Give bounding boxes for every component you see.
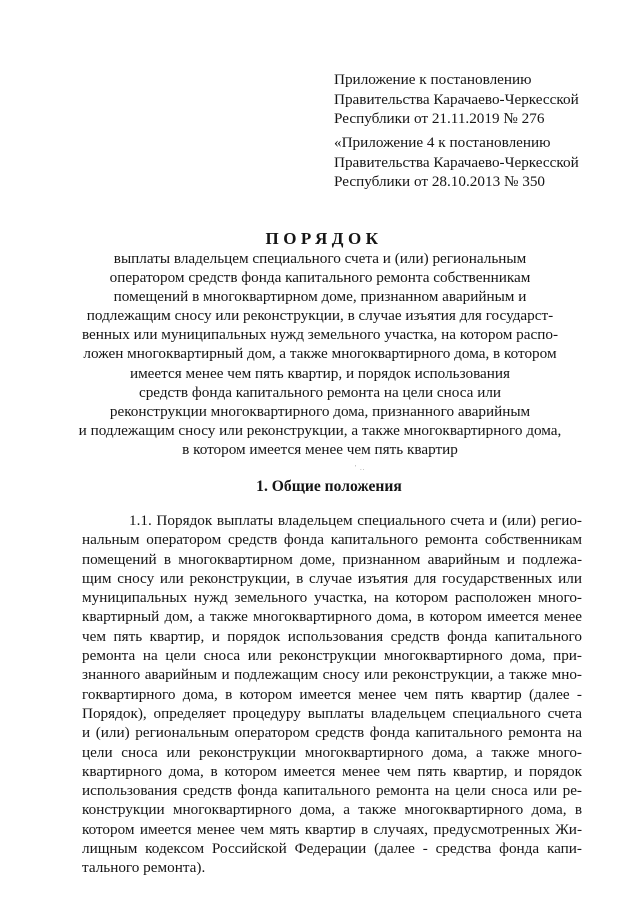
document-title: ПОРЯДОК — [265, 229, 383, 248]
paragraph-line: ремонта на цели сноса или реконструкции многоквартирного дома, при- — [82, 647, 582, 665]
paragraph-line: помещений в многоквартирном доме, признанном аварийным и подлежа- — [82, 550, 582, 568]
paragraph-line: нальным оператором средств фонда капитального ремонта собственникам — [82, 531, 582, 549]
appendix-line: «Приложение 4 к постановлению — [334, 134, 551, 151]
paragraph-line: муниципальных нужд земельного участка, на котором расположен много- — [82, 589, 582, 607]
appendix-line: Правительства Карачаево-Черкесской — [334, 90, 579, 108]
subtitle-line: выплаты владельцем специального счета и (или) региональным — [113, 250, 527, 267]
subtitle-line: венных или муниципальных нужд земельного участка, на котором распо- — [81, 326, 559, 344]
paragraph-line: использования средств фонда капитального ремонта на цели сноса или ре- — [82, 782, 582, 800]
subtitle-line: ложен многоквартирный дом, а также многоквартирного дома, в котором — [83, 345, 557, 363]
paragraph-line: цели сноса или реконструкции многоквартирного дома, а также много- — [82, 743, 582, 761]
appendix-line: Правительства Карачаево-Черкесской — [334, 153, 579, 171]
section-paragraph — [82, 511, 582, 878]
paragraph-line: Порядок), определяет процедуру выплаты владельцем специального счета — [82, 704, 582, 722]
paragraph-line: чем пять квартир, и порядок использования средств фонда капитального — [82, 627, 582, 645]
section-heading: 1. Общие положения — [256, 478, 402, 495]
appendix-line: Приложение к постановлению — [334, 71, 532, 88]
subtitle-line: в котором имеется менее чем пять квартир — [182, 440, 458, 458]
paragraph-line: щим сносу или реконструкции, в случае изъятия для государственных или — [82, 569, 582, 587]
paragraph-line: и (или) региональным оператором средств фонда капитального ремонта на — [82, 724, 582, 742]
subtitle-line: оператором средств фонда капитального ремонта собственникам — [109, 269, 531, 287]
paragraph-line: квартирного дома, в котором имеется менее чем пять квартир, и порядок — [82, 762, 582, 780]
subtitle-line: подлежащим сносу или реконструкции, в случае изъятия для государст- — [86, 307, 554, 325]
paragraph-line: квартирный дом, а также многоквартирного дома, в котором имеется менее — [82, 608, 582, 626]
subtitle-line: средств фонда капитального ремонта на цели сноса или — [138, 383, 502, 401]
paragraph-line: знанного аварийным и подлежащим сносу или реконструкции, а также мно- — [82, 666, 582, 684]
appendix-line: Республики от 28.10.2013 № 350 — [334, 173, 546, 190]
paragraph-line: котором имеется менее чем мять квартир в случаях, предусмотренных Жи- — [82, 820, 582, 838]
appendix-note-current — [334, 70, 634, 129]
paragraph-line: гоквартирного дома, в котором имеется менее чем пять квартир (далее - — [82, 685, 582, 703]
scan-speck: ' .. — [355, 464, 366, 472]
paragraph-line: 1.1. Порядок выплаты владельцем специального счета и (или) регио- — [129, 512, 582, 529]
subtitle-line: имеется менее чем пять квартир, и порядок использования — [129, 364, 511, 382]
paragraph-line: конструкции многоквартирного дома, а также многоквартирного дома, в — [82, 801, 582, 819]
appendix-line: Республики от 21.11.2019 № 276 — [334, 110, 545, 127]
document-subtitle — [60, 249, 580, 459]
paragraph-line: тального ремонта). — [82, 859, 206, 877]
paragraph-line: лищным кодексом Российской Федерации (далее - средства фонда капи- — [82, 840, 582, 858]
appendix-note-original — [334, 133, 634, 192]
subtitle-line: помещений в многоквартирном доме, признанном аварийным и — [113, 288, 527, 306]
subtitle-line: реконструкции многоквартирного дома, признанного аварийным — [109, 402, 531, 420]
subtitle-line: и подлежащим сносу или реконструкции, а также многоквартирного дома, — [78, 421, 562, 439]
